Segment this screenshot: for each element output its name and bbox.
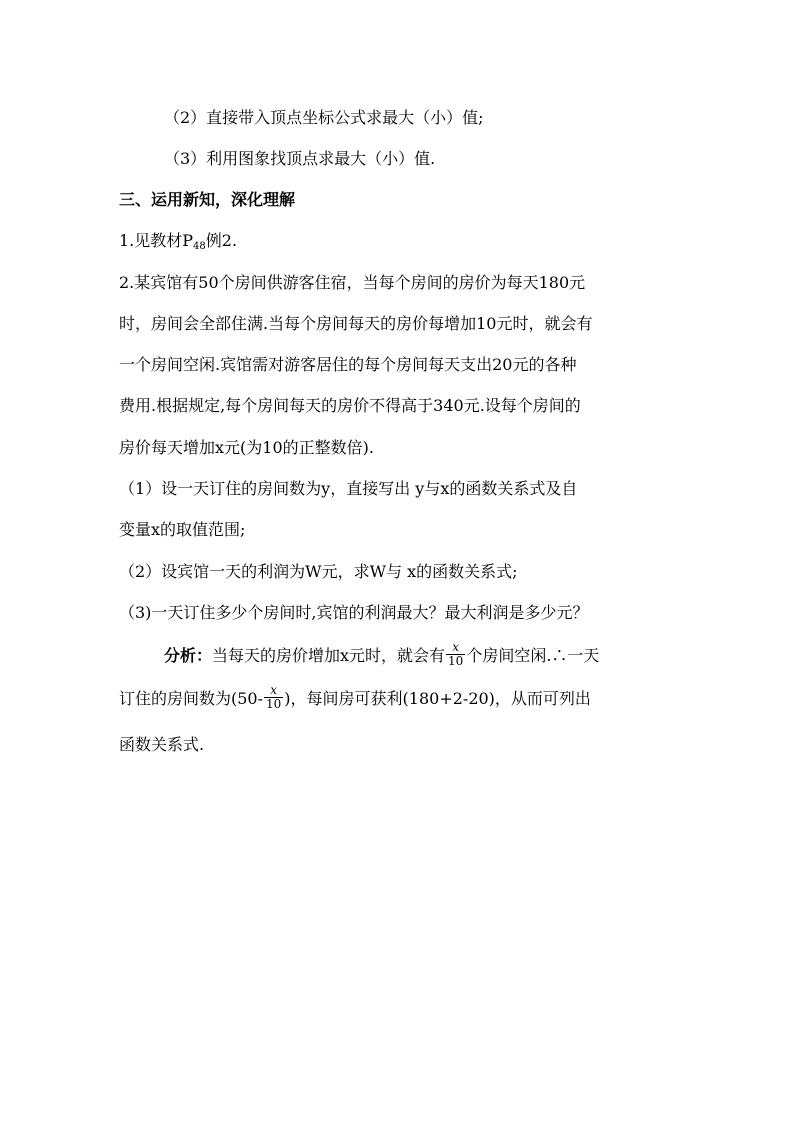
analysis-text-1: 当每天的房价增加x元时，就会有 [212, 646, 446, 665]
question-3-line: （3)一天订住多少个房间时,宾馆的利润最大？最大利润是多少元？ [119, 603, 589, 622]
item-1-text-end: 例2. [205, 231, 238, 250]
question-2-line: （2）设宾馆一天的利润为W元，求W与 x的函数关系式; [119, 562, 518, 581]
item-2-line-4: 费用.根据规定,每个房间每天的房价不得高于340元.设每个房间的 [119, 396, 581, 415]
method-2-line: （2）直接带入顶点坐标公式求最大（小）值; [164, 108, 484, 127]
fraction-denominator-second: 10 [266, 697, 282, 711]
section-heading: 三、运用新知，深化理解 [119, 190, 296, 209]
analysis-text-2-end: )，每间房可获利(180+2-20)，从而可列出 [284, 689, 591, 708]
analysis-label: 分析： [164, 646, 213, 665]
question-1-line-1: （1）设一天订住的房间数为y，直接写出 y与x的函数关系式及自 [119, 479, 578, 498]
item-2-line-2: 时，房间会全部住满.当每个房间每天的房价每增加10元时，就会有 [119, 314, 593, 333]
item-1-page-subscript: 48 [193, 241, 206, 252]
item-2-line-3: 一个房间空闲.宾馆需对游客居住的每个房间每天支出20元的各种 [119, 355, 577, 374]
analysis-text-2: 订住的房间数为(50- [119, 689, 264, 708]
fraction-x-over-10-second [264, 684, 283, 711]
analysis-line-2 [119, 683, 679, 711]
item-2-line-1: 2.某宾馆有50个房间供游客住宿，当每个房间的房价为每天180元 [119, 273, 586, 292]
item-1-text: 1.见教材P [119, 231, 194, 250]
item-2-line-5: 房价每天增加x元(为10的正整数倍). [119, 438, 374, 457]
analysis-text-1-end: 个房间空闲.∴一天 [466, 646, 600, 665]
question-1-line-2: 变量x的取值范围; [119, 520, 246, 539]
fraction-numerator: x [446, 641, 465, 655]
method-3-line: （3）利用图象找顶点求最大（小）值. [164, 149, 436, 168]
fraction-numerator-second: x [264, 684, 283, 698]
item-1-line [119, 230, 679, 252]
analysis-line-1 [164, 640, 724, 668]
fraction-denominator: 10 [448, 654, 464, 668]
fraction-x-over-10 [446, 641, 465, 668]
analysis-line-3: 函数关系式. [119, 735, 205, 754]
